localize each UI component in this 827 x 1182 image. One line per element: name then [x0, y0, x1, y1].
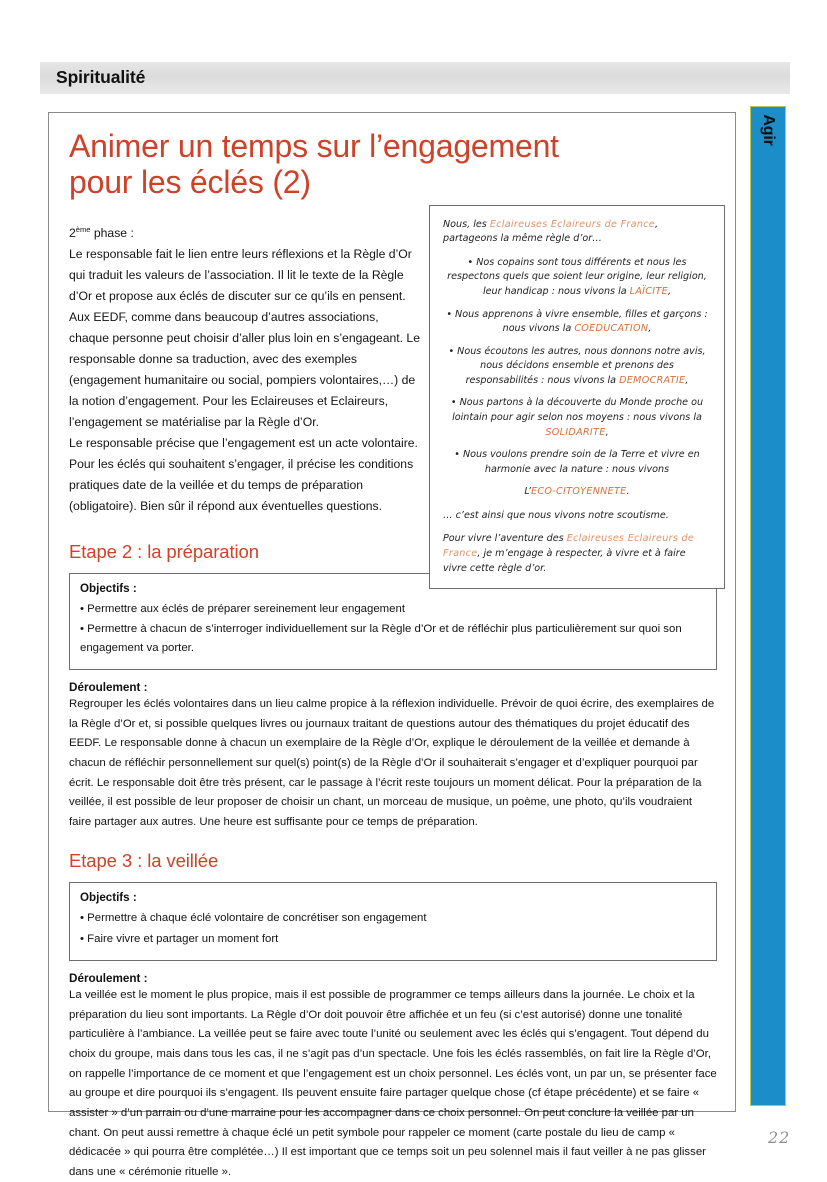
phase-number: 2: [69, 225, 76, 240]
page-title-line1: Animer un temps sur l’engagement: [69, 128, 559, 164]
etape-3-objectif-2: • Faire vivre et partager un moment fort: [80, 932, 279, 945]
regle-dor-item-democratie: [443, 345, 711, 389]
regle-dor-pledge: [443, 532, 711, 576]
regle-dor-item-coeducation: [443, 308, 711, 337]
regle-dor-eco-line: [443, 485, 711, 500]
regle-dor-closing: … c’est ainsi que nous vivons notre scoutisme.: [443, 509, 669, 521]
etape-3-deroulement-title: Déroulement :: [69, 972, 148, 986]
regle-dor-item-4-text: • Nous partons à la découverte du Monde proche ou lointain pour agir selon nos moyens : nous vivons la: [450, 397, 704, 424]
regle-dor-intro-pre: Nous, les: [443, 218, 490, 230]
regle-dor-item-1-tail: ,: [667, 285, 672, 297]
regle-dor-eco-pre: L’: [524, 486, 532, 498]
regle-dor-pledge-pre: Pour vivre l’aventure des: [443, 533, 567, 545]
regle-dor-intro: [443, 218, 711, 247]
regle-dor-item-4-tail: ,: [605, 426, 609, 438]
intro-left-column: [69, 223, 421, 517]
regle-dor-item-2-tail: ,: [648, 323, 652, 335]
page-title-line2: pour les éclés (2): [69, 163, 311, 200]
keyword-eco-citoyennete: ECO-CITOYENNETE: [531, 486, 627, 498]
keyword-coeducation: COEDUCATION: [574, 323, 649, 335]
regle-dor-item-3-text: • Nous écoutons les autres, nous donnons notre avis, nous décidons ensemble et prenons des responsabilités : nous vivons la: [448, 345, 706, 386]
etape-3-objectifs-box: [69, 882, 717, 961]
thumb-tab-agir: [750, 106, 786, 1106]
keyword-democratie: DEMOCRATIE: [619, 374, 686, 386]
regle-dor-box: [429, 205, 725, 590]
etape-3-objectifs-title: Objectifs :: [80, 891, 137, 905]
etape-3-deroulement-body: La veillée est le moment le plus propice, mais il est possible de programmer ce temps ailleurs dans la journée. Le choix et la préparation du lieu sont importants. La Règle d’Or doit pouvoir être affichée et un feu (si c’est autorisé) donne une tonalité particulière à l’ambiance. La veillée peut se faire avec toute l’unité ou seulement avec les éclés qui s’engagent. Tout dépend du choix du groupe, mais dans tous les cas, il ne s’agit pas d’un spectacle. Une fois les éclés rassemblés, on fait lire la Règle d’Or, on rappelle l’importance de ce moment et que l’engagement est un choix personnel. Les éclés vont, un par un, se présenter face au groupe et dire pourquoi ils s’engagent. Ils peuvent ensuite faire partager quelque chose (cf étape précédente) et se faire « assister » d’un parrain ou d’une marraine pour les accompagner dans ce choix personnel. On peut conclure la veillée par un chant. On peut aussi remettre à chaque éclé un petit symbole pour rappeler ce moment (carte postale du lieu de camp « dédicacée » qui pourra être complétée…) Il est important que ce temps soit un peu solennel mais il faut veiller à ne pas glisser dans une « cérémonie rituelle ».: [69, 989, 717, 1178]
content-frame-inner: [49, 113, 735, 1178]
regle-dor-item-3-tail: ,: [685, 374, 689, 386]
etape-2-objectifs-title: Objectifs :: [80, 581, 137, 595]
section-title: Spiritualité: [56, 67, 146, 88]
section-header-band: [40, 62, 790, 94]
regle-dor-eco-post: .: [626, 486, 630, 498]
keyword-laicite: LAÏCITE: [629, 285, 668, 297]
etape-3-objectif-1: • Permettre à chaque éclé volontaire de concrétiser son engagement: [80, 912, 427, 925]
etape-2-deroulement-body: Regrouper les éclés volontaires dans un lieu calme propice à la réflexion individuelle. Prévoir de quoi écrire, des exemplaires de la Règle d’Or et, si possible quelques livres ou journaux traitant de questions autour des thématiques du projet éducatif des EEDF. Le responsable donne à chacun un exemplaire de la Règle d’Or, explique le déroulement de la veillée et demande à chacun de réfléchir personnellement sur quel(s) point(s) de la Règle d’Or il souhaiterait s’engager et d’expliquer pourquoi par écrit. Le responsable doit être très présent, car le passage à l’écrit reste toujours un moment délicat. Pour la préparation de la veillée, il est possible de leur proposer de choisir un chant, un morceau de musique, un poème, une photo, qu’ils voudraient faire partager aux autres. Une heure est suffisante pour ce temps de préparation.: [69, 698, 715, 828]
regle-dor-item-ecocitoyennete: [443, 448, 711, 477]
etape-3-heading: Etape 3 : la veillée: [69, 850, 219, 872]
regle-dor-intro-post: , partageons la même règle d’or…: [443, 218, 659, 245]
intro-paragraph-1: Le responsable fait le lien entre leurs réflexions et la Règle d’Or qui traduit les valeurs de l’association. Il lit le texte de la Règle d’Or et propose aux éclés de discuter sur ce qu’ils en pensent. Aux EEDF, comme dans beaucoup d’autres associations, chaque personne peut choisir d’aller plus loin en s’engageant. Le responsable donne sa traduction, avec des exemples (engagement humanitaire ou social, pompiers volontaires,…) de la notion d’engagement. Pour les Eclaireuses et Eclaireurs, l’engagement se matérialise par la Règle d’Or.: [69, 246, 420, 429]
content-frame: [48, 112, 736, 1178]
org-name-eedf: Eclaireuses Eclaireurs de France: [489, 218, 655, 230]
regle-dor-item-2-text: • Nous apprenons à vivre ensemble, filles et garçons : nous vivons la: [446, 308, 708, 335]
etape-2-heading: Etape 2 : la préparation: [69, 540, 259, 562]
phase-label: [69, 223, 421, 244]
phase-word: phase :: [90, 225, 134, 240]
page-number: 22: [768, 1128, 791, 1147]
etape-2-objectif-1: • Permettre aux éclés de préparer sereinement leur engagement: [80, 602, 406, 615]
intro-paragraph-2: Le responsable précise que l’engagement est un acte volontaire. Pour les éclés qui souhaitent s’engager, il précise les conditions pratiques date de la veillée et du temps de préparation (obligatoire). Bien sûr il répond aux éventuelles questions.: [69, 435, 418, 513]
regle-dor-pledge-post: , je m’engage à respecter, à vivre et à faire vivre cette règle d’or.: [443, 548, 686, 574]
etape-2-objectif-2: • Permettre à chacun de s’interroger individuellement sur la Règle d’Or et de réfléchir plus particulièrement sur quoi son engagement va porter.: [80, 623, 682, 654]
org-name-eedf-pledge: Eclaireuses Eclaireurs de France: [443, 533, 695, 560]
phase-ordinal-suffix: ème: [75, 224, 91, 234]
keyword-solidarite: SOLIDARITE: [545, 426, 606, 438]
page-title: [69, 129, 719, 201]
regle-dor-item-1-text: • Nos copains sont tous différents et nous les respectons quels que soient leur origine, leur religion, leur handicap : nous vivons la: [447, 256, 707, 297]
regle-dor-item-5-text: • Nous voulons prendre soin de la Terre et vivre en harmonie avec la nature : nous vivons: [454, 449, 700, 475]
regle-dor-item-solidarite: [443, 396, 711, 440]
regle-dor-item-laicite: [443, 256, 711, 300]
etape-2-deroulement-title: Déroulement :: [69, 681, 148, 695]
thumb-tab-label: Agir: [760, 114, 777, 146]
